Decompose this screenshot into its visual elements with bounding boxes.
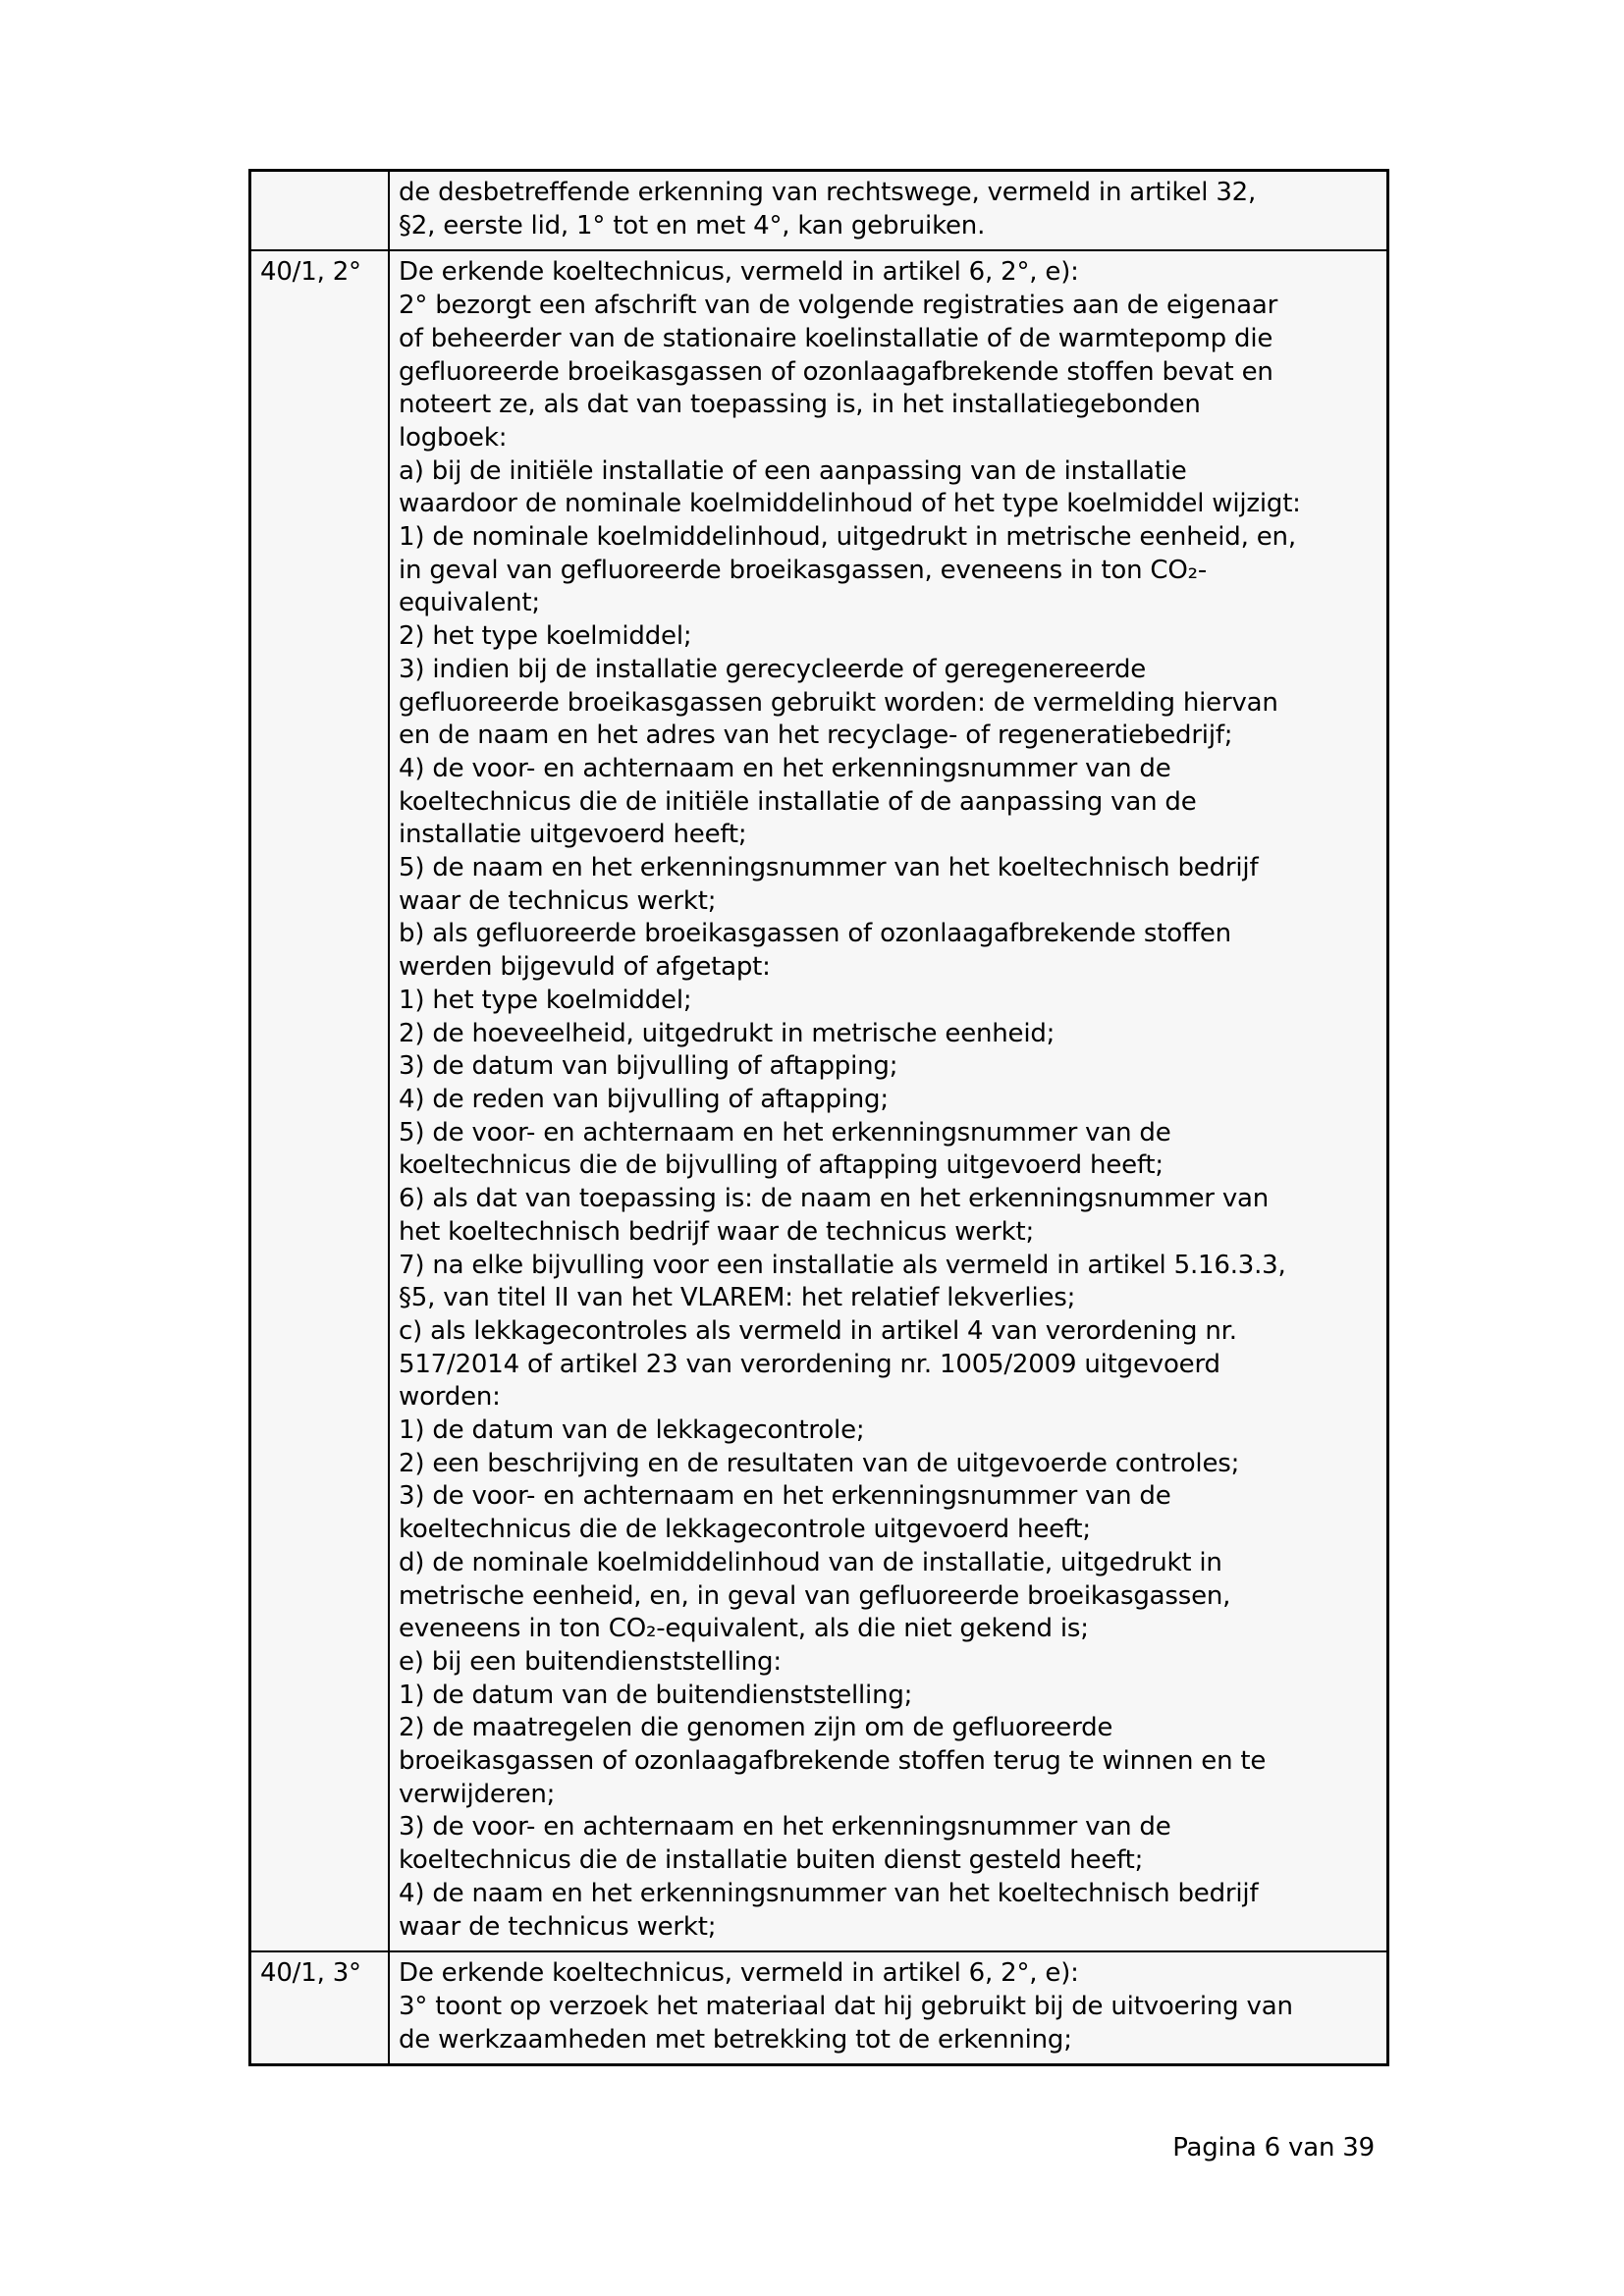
page-number-footer: Pagina 6 van 39 — [1172, 2133, 1375, 2163]
article-ref-cell: 40/1, 2° — [250, 250, 390, 1951]
text-line: 5) de naam en het erkenningsnummer van het koeltechnisch bedrijf — [399, 853, 1259, 883]
text-line: 2° bezorgt een afschrift van de volgende registraties aan de eigenaar — [399, 291, 1278, 321]
text-line: installatie uitgevoerd heeft; — [399, 820, 747, 850]
text-line: worden: — [399, 1382, 501, 1413]
text-line: verwijderen; — [399, 1779, 556, 1809]
text-line: De erkende koeltechnicus, vermeld in artikel 6, 2°, e): — [399, 1958, 1079, 1989]
text-line: 3) de voor- en achternaam en het erkenningsnummer van de — [399, 1812, 1171, 1842]
text-line: 517/2014 of artikel 23 van verordening nr. 1005/2009 uitgevoerd — [399, 1349, 1220, 1379]
text-line: 2) de maatregelen die genomen zijn om de gefluoreerde — [399, 1713, 1113, 1743]
text-line: d) de nominale koelmiddelinhoud van de installatie, uitgedrukt in — [399, 1547, 1222, 1577]
provision-text-cell — [389, 171, 1388, 251]
legal-provisions-table — [248, 169, 1389, 2066]
text-line: logboek: — [399, 422, 508, 453]
text-line: 6) als dat van toepassing is: de naam en het erkenningsnummer van — [399, 1184, 1270, 1214]
text-line: of beheerder van de stationaire koelinstallatie of de warmtepomp die — [399, 323, 1273, 353]
article-ref-cell — [250, 171, 390, 251]
text-line: 2) het type koelmiddel; — [399, 621, 692, 652]
provision-text-cell — [389, 250, 1388, 1951]
text-line: §5, van titel II van het VLAREM: het relatief lekverlies; — [399, 1283, 1076, 1313]
text-line: broeikasgassen of ozonlaagafbrekende stoffen terug te winnen en te — [399, 1746, 1267, 1777]
text-line: c) als lekkagecontroles als vermeld in artikel 4 van verordening nr. — [399, 1315, 1237, 1346]
text-line: koeltechnicus die de bijvulling of aftapping uitgevoerd heeft; — [399, 1150, 1164, 1181]
table-row — [250, 171, 1388, 251]
text-line: 7) na elke bijvulling voor een installatie als vermeld in artikel 5.16.3.3, — [399, 1250, 1286, 1280]
text-line: 1) het type koelmiddel; — [399, 985, 692, 1015]
text-line: in geval van gefluoreerde broeikasgassen, eveneens in ton CO₂- — [399, 555, 1208, 585]
text-line: werden bijgevuld of afgetapt: — [399, 952, 771, 983]
text-line: metrische eenheid, en, in geval van gefluoreerde broeikasgassen, — [399, 1580, 1231, 1611]
text-line: 3) de datum van bijvulling of aftapping; — [399, 1051, 898, 1082]
article-ref-cell: 40/1, 3° — [250, 1951, 390, 2065]
text-line: b) als gefluoreerde broeikasgassen of ozonlaagafbrekende stoffen — [399, 919, 1231, 949]
text-line: 2) de hoeveelheid, uitgedrukt in metrische eenheid; — [399, 1018, 1056, 1048]
text-line: waar de technicus werkt; — [399, 885, 717, 916]
text-line: 3) de voor- en achternaam en het erkenningsnummer van de — [399, 1481, 1171, 1512]
text-line: 5) de voor- en achternaam en het erkenningsnummer van de — [399, 1117, 1171, 1148]
text-line: gefluoreerde broeikasgassen of ozonlaagafbrekende stoffen bevat en — [399, 356, 1273, 387]
text-line: gefluoreerde broeikasgassen gebruikt worden: de vermelding hiervan — [399, 687, 1278, 718]
text-line: 1) de nominale koelmiddelinhoud, uitgedrukt in metrische eenheid, en, — [399, 522, 1296, 553]
text-line: 3) indien bij de installatie gerecycleerde of geregenereerde — [399, 654, 1147, 684]
text-line: koeltechnicus die de installatie buiten dienst gesteld heeft; — [399, 1845, 1144, 1876]
text-line: het koeltechnisch bedrijf waar de technicus werkt; — [399, 1216, 1035, 1247]
text-line: noteert ze, als dat van toepassing is, in het installatiegebonden — [399, 390, 1201, 420]
text-line: 1) de datum van de lekkagecontrole; — [399, 1415, 865, 1446]
text-line: de desbetreffende erkenning van rechtswege, vermeld in artikel 32, — [399, 178, 1257, 207]
text-line: 4) de naam en het erkenningsnummer van het koeltechnisch bedrijf — [399, 1878, 1259, 1908]
text-line: a) bij de initiële installatie of een aanpassing van de installatie — [399, 455, 1187, 486]
text-line: waardoor de nominale koelmiddelinhoud of het type koelmiddel wijzigt: — [399, 489, 1301, 519]
text-line: 4) de voor- en achternaam en het erkenningsnummer van de — [399, 753, 1171, 783]
legal-provisions-table-body — [250, 171, 1388, 2065]
text-line: 1) de datum van de buitendienststelling; — [399, 1680, 913, 1710]
text-line: koeltechnicus die de initiële installatie of de aanpassing van de — [399, 786, 1197, 817]
text-line: 2) een beschrijving en de resultaten van de uitgevoerde controles; — [399, 1448, 1240, 1478]
table-row — [250, 1951, 1388, 2065]
table-row — [250, 250, 1388, 1951]
text-line: e) bij een buitendienststelling: — [399, 1646, 782, 1677]
provision-text-cell — [389, 1951, 1388, 2065]
text-line: §2, eerste lid, 1° tot en met 4°, kan gebruiken. — [399, 210, 986, 240]
text-line: de werkzaamheden met betrekking tot de erkenning; — [399, 2024, 1072, 2055]
text-line: 3° toont op verzoek het materiaal dat hij gebruikt bij de uitvoering van — [399, 1991, 1293, 2021]
text-line: 4) de reden van bijvulling of aftapping; — [399, 1084, 889, 1114]
text-line: en de naam en het adres van het recyclage- of regeneratiebedrijf; — [399, 721, 1233, 751]
text-line: equivalent; — [399, 588, 540, 618]
text-line: koeltechnicus die de lekkagecontrole uitgevoerd heeft; — [399, 1515, 1091, 1545]
text-line: waar de technicus werkt; — [399, 1911, 717, 1942]
text-line: De erkende koeltechnicus, vermeld in artikel 6, 2°, e): — [399, 257, 1079, 288]
text-line: eveneens in ton CO₂-equivalent, als die niet gekend is; — [399, 1614, 1089, 1644]
